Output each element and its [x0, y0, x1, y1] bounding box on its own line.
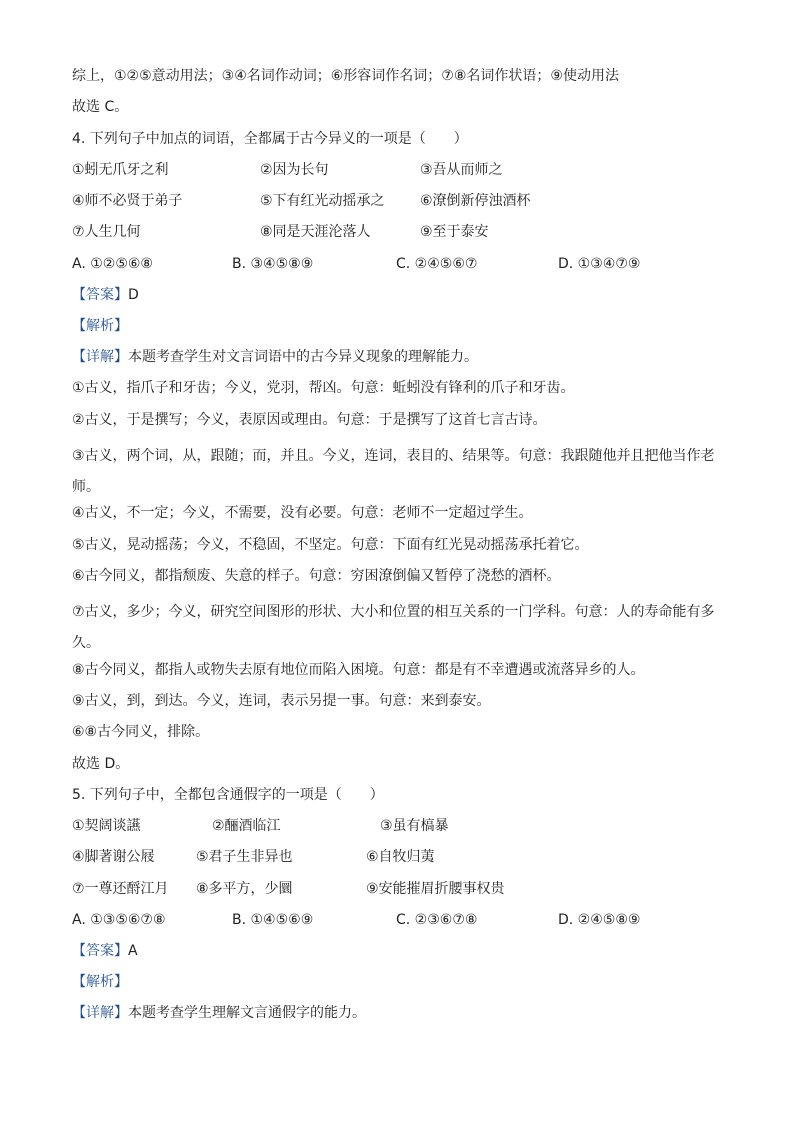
q4-option-d: D. ①③④⑦⑨	[558, 256, 641, 272]
q3-summary: 综上，①②⑤意动用法；③④名词作动词；⑥形容词作名词；⑦⑧名词作状语；⑨使动用法	[72, 68, 619, 84]
q5-items-row-3	[72, 879, 732, 899]
q5-item: ①契阔谈讌	[72, 818, 141, 834]
q5-options	[72, 910, 732, 930]
answer-tag: 【答案】	[72, 287, 128, 303]
answer-value: D	[128, 287, 139, 303]
q4-items-row-3	[72, 222, 732, 242]
q5-option-b: B. ①④⑤⑥⑨	[232, 912, 314, 928]
q4-items-row-2	[72, 191, 732, 211]
q4-explanation-5: ⑤古义，晃动摇荡；今义，不稳固，不坚定。句意：下面有红光晃动摇荡承托着它。	[72, 537, 589, 553]
q4-explanation-7: ⑦古义，多少；今义，研究空间图形的形状、大小和位置的相互关系的一门学科。句意：人的寿命能有多久。	[72, 604, 715, 651]
q4-option-a: A. ①②⑤⑥⑧	[72, 256, 153, 272]
q5-stem: 5. 下列句子中，全都包含通假字的一项是（ ）	[72, 787, 384, 803]
detail-tag: 【详解】	[72, 349, 128, 365]
q4-item: ⑦人生几何	[72, 224, 141, 240]
q4-items-row-1	[72, 160, 732, 180]
q4-explanation-1: ①古义，指爪子和牙齿；今义，党羽，帮凶。句意：蚯蚓没有锋利的爪子和牙齿。	[72, 380, 575, 396]
q4-stem: 4. 下列句子中加点的词语，全都属于古今异义的一项是（ ）	[72, 131, 468, 147]
q4-item: ①蚓无爪牙之利	[72, 162, 169, 178]
q4-explanation-8: ⑧古今同义，都指人或物失去原有地位而陷入困境。句意：都是有不幸遭遇或流落异乡的人。	[72, 662, 645, 678]
q4-conclusion: 故选 D。	[72, 756, 130, 772]
q4-explanation-9: ⑨古义，到，到达。今义，连词，表示另提一事。句意：来到泰安。	[72, 693, 491, 709]
q5-option-c: C. ②③⑥⑦⑧	[396, 912, 478, 928]
q4-detail	[72, 347, 732, 367]
q4-options	[72, 254, 732, 274]
q4-analysis	[72, 316, 732, 336]
q5-detail	[72, 1003, 732, 1023]
q4-explanation-4: ④古义，不一定；今义，不需要，没有必要。句意：老师不一定超过学生。	[72, 505, 533, 521]
q4-item: ⑥潦倒新停浊酒杯	[420, 193, 531, 209]
q4-explanation-2: ②古义，于是撰写；今义，表原因或理由。句意：于是撰写了这首七言古诗。	[72, 412, 547, 428]
q5-items-row-2	[72, 847, 732, 867]
q5-item: ⑧多平方，少圜	[196, 881, 293, 897]
q4-explanation-3: ③古义，两个词，从，跟随；而，并且。今义，连词，表目的、结果等。句意：我跟随他并且把他当作老师。	[72, 448, 715, 495]
q4-answer	[72, 285, 732, 305]
detail-intro: 本题考查学生理解文言通假字的能力。	[128, 1005, 366, 1021]
q5-item: ⑨安能摧眉折腰事权贵	[366, 881, 505, 897]
q5-item: ⑦一尊还酹江月	[72, 881, 169, 897]
q5-items-row-1	[72, 816, 732, 836]
q4-item: ④师不必贤于弟子	[72, 193, 183, 209]
q4-item: ③吾从而师之	[420, 162, 503, 178]
q5-item: ⑤君子生非异也	[196, 849, 293, 865]
q5-item: ④脚著谢公屐	[72, 849, 155, 865]
q4-explanation-6: ⑥古今同义，都指颓废、失意的样子。句意：穷困潦倒偏又暂停了浇愁的酒杯。	[72, 568, 561, 584]
analysis-tag: 【解析】	[72, 318, 128, 334]
q4-option-b: B. ③④⑤⑧⑨	[232, 256, 314, 272]
q5-option-d: D. ②④⑤⑧⑨	[558, 912, 641, 928]
analysis-tag: 【解析】	[72, 974, 128, 990]
q5-answer	[72, 941, 732, 961]
q4-item: ②因为长句	[260, 162, 329, 178]
q5-option-a: A. ①③⑤⑥⑦⑧	[72, 912, 166, 928]
answer-tag: 【答案】	[72, 943, 128, 959]
q4-explanation-10: ⑥⑧古今同义，排除。	[72, 724, 210, 740]
q4-item: ⑧同是天涯沦落人	[260, 224, 371, 240]
q5-item: ②酾酒临江	[212, 818, 281, 834]
q4-item: ⑤下有红光动摇承之	[260, 193, 385, 209]
q5-analysis	[72, 972, 732, 992]
q5-item: ③虽有槁暴	[380, 818, 449, 834]
q5-item: ⑥自牧归荑	[366, 849, 435, 865]
detail-tag: 【详解】	[72, 1005, 128, 1021]
detail-intro: 本题考查学生对文言词语中的古今异义现象的理解能力。	[128, 349, 478, 365]
answer-value: A	[128, 943, 138, 959]
q4-option-c: C. ②④⑤⑥⑦	[396, 256, 478, 272]
q3-conclusion: 故选 C。	[72, 99, 129, 115]
q4-item: ⑨至于泰安	[420, 224, 489, 240]
